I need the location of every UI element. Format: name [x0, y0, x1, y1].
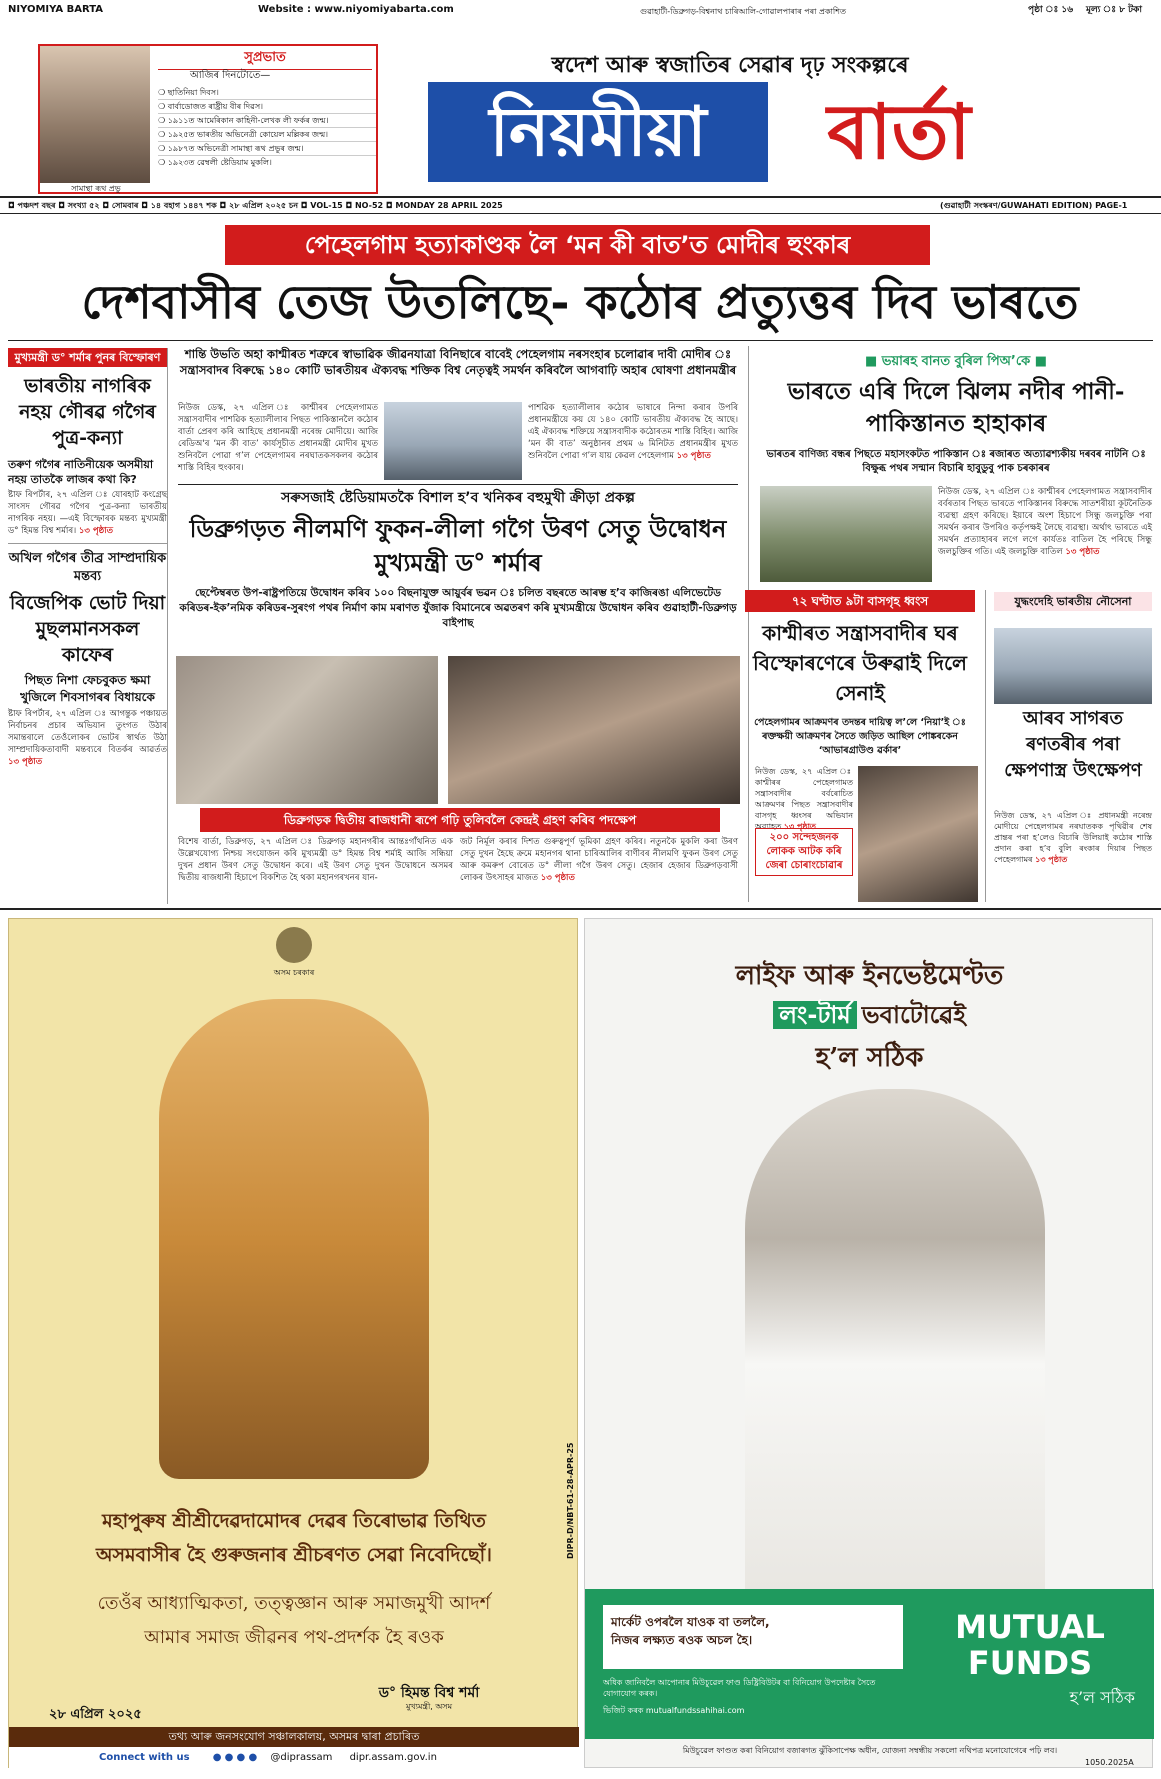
left-headline-1: ভাৰতীয় নাগৰিক নহয় গৌৰৱ গগৈৰ পুত্ৰ-কন্যা — [19, 375, 156, 449]
list-item-text: বাৰ্বাডোজত ৰাষ্ট্ৰীয় বীৰ দিৱস। — [167, 102, 263, 111]
saint-illustration — [159, 999, 429, 1479]
list-item: ❍ ১৯২৩ত ৱেম্বলী ষ্টেডিয়াম মুকলি। — [158, 158, 272, 167]
emblem-icon — [276, 927, 312, 963]
stadium-body-col2: জট নিৰ্মূল কৰাৰ দিশত গুৰুত্বপূৰ্ণ ভূমিকা গ্ৰহণ কৰিব। নতুনকৈ মুকলি কৰা উৰণ সেতু দুখন হৈছে ক্ৰমে মহানগৰ থানা চাৰিআলিৰ বাণীবৰ নীলমণি ফুকন উৰণ সেতু আৰু কমৰুপ বোৰেত ড° লীলা গগৈ উৰণ সেতু। হেজাৰ হেজাৰ ডিব্ৰুগড়বাসী লোকৰ উৎসাহৰ মাজত ১৩ পৃষ্ঠাত — [460, 837, 738, 883]
ad-line-1: মহাপুৰুষ শ্ৰীশ্ৰীদেৱদামোদৰ দেৱৰ তিৰোভাৱ তিথিত — [102, 1510, 486, 1532]
mf-website[interactable]: ভিজিট কৰক mutualfundssahihai.com — [603, 1706, 745, 1715]
lead-deck — [178, 346, 738, 378]
ad-line-2: অসমবাসীৰ হৈ গুৰুজনাৰ শ্ৰীচৰণত সেৱা নিবেদিছোঁ। — [96, 1544, 492, 1566]
list-item: ❍ বাৰ্বাডোজত ৰাষ্ট্ৰীয় বীৰ দিৱস। — [158, 100, 376, 114]
left-label: মুখ্যমন্ত্ৰী ড° শৰ্মাৰ পুনৰ বিস্ফোৰণ — [8, 348, 167, 367]
list-item-text: ছাতিনিয়া দিবস। — [167, 88, 219, 97]
left-body-2: ষ্টাফ ৰিপৰ্টাৰ, ২৭ এপ্ৰিল ঃ আগন্তুক পঞ্চায়ত নিৰ্বাচনৰ প্ৰচাৰ অভিযান তুংগত উঠাৰ সমান্তৰালে তেওঁলোকৰ ভোটৰ স্বাৰ্থত উঠা সাম্প্ৰদায়িকতাবাদী মন্তব্যৰে বিতৰ্কৰ আৱৰ্তত ১৩ পৃষ্ঠাত — [8, 709, 167, 767]
logo-right-block — [768, 82, 1030, 182]
stadium-body-col1: বিশেষ বাৰ্তা, ডিব্ৰুগড়, ২৭ এপ্ৰিল ঃ ডিব্ৰুগড় মহানগৰীৰ আন্তঃগাঁথনিত এক উল্লেখযোগ্য নিশ্চয় সংযোজন কৰি মুখ্যমন্ত্ৰী ড° হিমন্ত বিশ্ব শৰ্মাই আজি সন্ধিয়া দুখন প্ৰধান উৰণ সেতু উদ্বোধন কৰে। এই উৰণ সেতু দুখন উদ্বোধনে অসমৰ দ্বিতীয় ৰাজধানী হিচাপে বিকশিত হৈ থকা মহানগৰখনৰ যান- — [178, 837, 453, 883]
divider — [985, 590, 986, 902]
list-item: ❍ ১৯২৫ত ভাৰতীয় অভিনেত্ৰী কোয়েল মল্লিকৰ জন্ম। — [158, 128, 376, 142]
mf-brand-3: হ’ল সঠিক — [1069, 1688, 1135, 1707]
today-list — [158, 86, 376, 169]
editions-text: গুৱাহাটী-ডিব্ৰুগড়-বিশ্বনাথ চাৰিআলি-গোৱালপাৰাৰ পৰা প্ৰকাশিত — [640, 7, 846, 16]
today-title: আজিৰ দিনটোতে— — [190, 70, 271, 81]
stadium-headline: ডিব্ৰুগড়ত নীলমণি ফুকন-লীলা গগৈ উৰণ সেতু উদ্বোধন মুখ্যমন্ত্ৰী ড° শৰ্মাৰ — [189, 514, 727, 577]
logo-right-text: বাৰ্তা — [827, 87, 971, 176]
logo-left-block — [428, 82, 768, 182]
suprabhat-box — [38, 44, 378, 194]
left-column — [8, 348, 168, 904]
flyover-photo-1 — [176, 656, 438, 804]
navy-body: নিউজ ডেস্ক, ২৭ এপ্ৰিল ঃ প্ৰধানমন্ত্ৰী নৰেন্দ্ৰ মোদীয়ে পেহেলগামৰ নৰঘাতকক পৃথিৱীৰ শেষ প্ৰান্তৰ পৰা হ’লেও বিচাৰি উলিয়াই কঠোৰ শাস্তি প্ৰদান কৰা হ’ব বুলি ৰংকাৰ দিয়াৰ পিছত পেহেলগামৰ ১৩ পৃষ্ঠাত — [994, 811, 1152, 864]
list-item: ❍ ১৯১১ত আমেৰিকান কাহিনী-লেখক লী ফৰ্কৰ জন্ম। — [158, 114, 376, 128]
list-item-text: ১৯১১ত আমেৰিকান কাহিনী-লেখক লী ফৰ্কৰ জন্ম। — [167, 116, 329, 125]
jhelum-body: নিউজ ডেস্ক, ২৭ এপ্ৰিল ঃ কাশ্মীৰৰ পেহেলগামত সন্ত্ৰাসবাদীৰ বৰ্বৰতাৰ পিছত ভাৰতে পাকিস্তানৰ বিৰুদ্ধে সাতশৰীয়া কূটনৈতিক ব্যৱস্থা গ্ৰহণ কৰিছে। ইয়াৰে অংশ হিচাপে সিন্ধু জলচুক্তি পৰা সমৰ্থন কৰাৰ উপৰিও কৰ্তৃপক্ষই লৈছে ব্যৱস্থা। অৰ্থাৎ ভাৰতে এই সমৰ্থন প্ৰত্যাহাৰৰ লগে লগে কাৰ্যতঃ বাতিল হৈ পৰিছে সিন্ধু জলচুক্তিৰ গতি। এই জলচুক্তি বাতিল ১৩ পৃষ্ঠাত — [938, 487, 1152, 557]
divider — [178, 484, 738, 485]
brand-ambassador-photo — [745, 1089, 1045, 1589]
stadium-kicker: সৰুসজাই ষ্টেডিয়ামতকৈ বিশাল হ’ব খনিকৰ বহুমুখী ক্ৰীড়া প্ৰকল্প — [281, 490, 635, 506]
left-subhead-1: তৰুণ গগৈৰ নাতিনীয়েক অসমীয়া নহয় তাতকৈ লাজৰ কথা কি? — [8, 458, 154, 486]
mf-info: অধিক জানিবলৈ আপোনাৰ মিউচুৱেল ফাণ্ড ডিষ্ট্ৰিবিউটৰ বা বিনিয়োগ উপদেষ্টাৰ সৈতে যোগাযোগ কৰক। — [603, 1678, 876, 1698]
lead-banner: পেহেলগাম হত্যাকাণ্ডক লৈ ‘মন কী বাত’ত মোদীৰ হুংকাৰ — [225, 225, 930, 265]
mf-message-box — [603, 1605, 903, 1669]
social-handle[interactable]: @diprassam — [270, 1752, 333, 1763]
paper-name-label: NIYOMIYA BARTA — [8, 4, 104, 15]
ad-code: DIPR-D/NBT-61-28-APR-25 — [566, 1442, 575, 1559]
divider — [0, 213, 1161, 214]
lead-deck-text: শান্তি উভতি অহা কাশ্মীৰত শত্ৰুৰে স্বাভাৱিক জীৱনযাত্ৰা বিনিছাৰে বাবেই পেহেলগাম নৰসংহাৰ চলোৱাৰ দাবী মোদীৰ ঃ সন্ত্ৰাসবাদৰ বিৰুদ্ধে ১৪০ কোটি ভাৰতীয়ৰ ঐক্যবদ্ধ শক্তিক বিশ্ব নেতৃত্বই সমৰ্থন কৰিবলৈ আগবাঢ়ি অহাৰ ঘোষণা প্ৰধানমন্ত্ৰীৰ — [179, 347, 737, 377]
mf-brand-2: FUNDS — [967, 1644, 1093, 1682]
govt-ad — [8, 918, 578, 1768]
ad-line-3: তেওঁৰ আধ্যাত্মিকতা, তত্ত্বজ্ঞান আৰু সমাজমুখী আদৰ্শ — [97, 1593, 491, 1614]
ad-line-4: আমাৰ সমাজ জীৱনৰ পথ-প্ৰদৰ্শক হৈ ৰওক — [144, 1627, 444, 1648]
ad-signature: ড° হিমন্ত বিশ্ব শৰ্মা — [378, 1685, 480, 1701]
navy-kicker: যুদ্ধংদেহি ভাৰতীয় নৌসেনা — [994, 592, 1152, 611]
list-item-text: ১৯২৫ত ভাৰতীয় অভিনেত্ৰী কোয়েল মল্লিকৰ জন্ম। — [167, 130, 328, 139]
divider — [0, 908, 1161, 910]
suprabhat-title: সুপ্ৰভাত — [158, 48, 372, 70]
left-body-1: ষ্টাফ ৰিপৰ্টাৰ, ২৭ এপ্ৰিল ঃ যোৰহাট কংগ্ৰেছ সাংসদ গৌৰৱ গগৈৰ পুত্ৰ-কন্যা ভাৰতীয় নাগৰিক নহয়। —এই বিস্ফোৰক মন্তব্য মুখ্যমন্ত্ৰী ড° হিমন্ত বিশ্ব শৰ্মাৰ। ১৩ পৃষ্ঠাত — [8, 490, 167, 536]
jhelum-headline: ভাৰতে এৰি দিলে ঝিলম নদীৰ পানী-পাকিস্তানত হাহাকাৰ — [787, 378, 1125, 437]
website-text: Website : www.niyomiyabarta.com — [258, 4, 454, 15]
divider — [8, 543, 167, 544]
mutual-fund-ad — [584, 918, 1153, 1768]
mf-code: 1050.2025A — [1085, 1758, 1134, 1767]
mf-line-3: হ’ল সঠিক — [815, 1043, 924, 1073]
price: মূল্য ঃ ৮ টকা — [1086, 5, 1142, 15]
govt-label: অসম চৰকাৰ — [273, 968, 315, 977]
warship-photo — [994, 628, 1152, 704]
left-subhead-3: পিছত নিশা ফেচবুকত ক্ষমা খুজিলে শিবসাগৰৰ বিধায়কে — [20, 673, 155, 704]
mf-line-2b: ভবাটোৱেই — [861, 1000, 966, 1029]
modi-photo — [384, 402, 522, 480]
mf-highlight: লং-টাৰ্ম — [773, 1001, 857, 1029]
ad-social-bar — [9, 1747, 579, 1769]
demolition-photo — [858, 766, 978, 902]
lead-body-col1: নিউজ ডেস্ক, ২৭ এপ্ৰিল ঃ কাশ্মীৰৰ পেহেলগামত সন্ত্ৰাসবাদীৰ পাশৱিক হত্যালীলাৰ পিছত পাকিস্তানলৈ কঠোৰ বাৰ্তা প্ৰেৰণ কৰি আহিছে প্ৰধানমন্ত্ৰী নৰেন্দ্ৰ মোদীয়ে। আজি ৰেডিঅ'ৰ ‘মন কী বাত’ কাৰ্যসূচীত প্ৰধানমন্ত্ৰী মোদীৰ মুখত শুনিবলৈ পোৱা গ’ল পেহেলগামৰ নৰঘাতকসকলৰ কঠোৰ শাস্তি বিহিৰ হুংকাৰ। — [178, 403, 378, 473]
mf-message-1: মাৰ্কেট ওপৰলৈ যাওক বা তললৈ, — [611, 1615, 770, 1629]
mf-line-1: লাইফ আৰু ইনভেষ্টমেণ্টত — [735, 961, 1004, 991]
left-headline-2: বিজেপিক ভোট দিয়া মুছলমানসকল কাফেৰ — [9, 592, 166, 666]
logo-left-text: নিয়মীয়া — [489, 92, 707, 172]
mf-message-2: নিজৰ লক্ষ্যত ৰওক অচল হৈ। — [611, 1633, 753, 1647]
jhelum-kicker: ■ ভয়াৰহ বানত বুৰিল পিঅ’কে ■ — [864, 354, 1048, 369]
mf-brand-1: MUTUAL — [955, 1608, 1105, 1646]
flyover-photo-2 — [448, 656, 740, 804]
list-item: ❍ ছাতিনিয়া দিবস। — [158, 86, 376, 100]
lead-headline: দেশবাসীৰ তেজ উতলিছে- কঠোৰ প্ৰত্যুত্তৰ দিব ভাৰতে — [81, 275, 1079, 329]
kashmir-deck: পেহেলগামৰ আক্ৰমণৰ তদন্তৰ দায়িত্ব ল’লে ‘নিয়া’ই ঃ ৰক্তক্ষয়ী আক্ৰমণৰ সৈতে জড়িত আছিল পোঙ্কৰকেন ‘আভাৰগ্ৰাউণ্ড ৱৰ্কাৰ’ — [754, 717, 966, 756]
divider — [0, 196, 1161, 198]
jhelum-kicker-text: ভয়াৰহ বানত বুৰিল পিঅ’কে — [881, 354, 1031, 369]
divider — [8, 340, 1153, 341]
dateline: ◘ পঞ্চদশ বছৰ ◘ সংখ্যা ৫২ ◘ সোমবাৰ ◘ ১৪ বহাগ ১৪৪৭ শক ◘ ২৮ এপ্ৰিল ২০২৫ চন ◘ VOL-15 ◘ NO-52 ◘ MONDAY 28 APRIL 2025 — [8, 201, 503, 210]
ad-footer: তথ্য আৰু জনসংযোগ সঞ্চালকালয়, অসমৰ দ্বাৰা প্ৰচাৰিত — [9, 1727, 579, 1747]
navy-headline: আৰব সাগৰত ৰণতৰীৰ পৰা ক্ষেপণাস্ত্ৰ উৎক্ষেপণ — [1004, 708, 1142, 781]
celebrity-photo — [40, 46, 150, 183]
kashmir-box: ২০০ সন্দেহজনক লোকক আটক কৰি জেৰা চোৰাংচোৱাৰ — [755, 828, 853, 876]
kashmir-body: নিউজ ডেস্ক, ২৭ এপ্ৰিল ঃ কাশ্মীৰৰ পেহেলগামত সন্ত্ৰাসবাদীৰ বৰ্বৰোচিত আক্ৰমণৰ পিছত সন্ত্ৰাসবাদীৰ বাসগৃহ ধ্বংসৰ অভিযান অব্যাহত ১৩ পৃষ্ঠাত — [755, 767, 853, 831]
flood-photo — [760, 486, 932, 582]
kashmir-headline: কাশ্মীৰত সন্ত্ৰাসবাদীৰ ঘৰ বিস্ফোৰণেৰে উৰুৱাই দিলে সেনাই — [753, 621, 967, 705]
ad-date: ২৮ এপ্ৰিল ২০২৫ — [49, 1707, 142, 1722]
edition-label: (গুৱাহাটী সংস্কৰণ/GUWAHATI EDITION) PAGE-1 — [940, 201, 1128, 210]
lead-body-col2: পাশৱিক হত্যালীলাৰ কঠোৰ ভাষাৰে নিন্দা কৰাৰ উপৰি প্ৰধানমন্ত্ৰীয়ে কয় যে ১৪০ কোটি ভাৰতীয় ঐক্যবদ্ধ হৈ আছে। এই ঐক্যবদ্ধ শক্তিয়ে সন্ত্ৰাসবাদীক কঠোৰতম শাস্তি বিহিব। আজি ‘মন কী বাত’ অনুষ্ঠানৰ প্ৰথম ৬ মিনিটত প্ৰধানমন্ত্ৰীৰ মুখত শুনিবলৈ পোৱা গ’ল যায় কেৱল পেহেলগাম ১৩ পৃষ্ঠাত — [528, 403, 738, 461]
connect-label: Connect with us — [99, 1752, 190, 1763]
page-count: পৃষ্ঠা ঃ ১৬ — [1028, 5, 1074, 15]
list-item: ❍ ১৯৮৭ত অভিনেত্ৰী সামান্থা ৰূথ প্ৰভুৰ জন্ম। — [158, 142, 376, 156]
ad-designation: মুখ্যমন্ত্ৰী, অসম — [405, 1702, 453, 1711]
left-subhead-2: অখিল গগৈৰ তীব্ৰ সাম্প্ৰদায়িক মন্তব্য — [8, 551, 167, 584]
social-icons: ● ● ● ● — [212, 1752, 258, 1763]
tagline: স্বদেশ আৰু স্বজাতিৰ সেৱাৰ দৃঢ় সংকল্পৰে — [551, 52, 909, 78]
stadium-deck: ছেপ্টেম্বৰত উপ-ৰাষ্ট্ৰপতিয়ে উদ্বোধন কৰিব ১০০ বিছনাযুক্ত আয়ুৰ্বৰ ভৱন ঃ চলিত বছৰতে আৰম্ভ হ’ব কাজিৰঙা এলিভেটেড কৰিডৰ-ইক’নমিক কৰিডৰ-সুৰংগ পথৰ নিৰ্মাণ কাম মৰাণত যুঁজাক বিমানেৰে অৱতৰণ কৰি মুখ্যমন্ত্ৰীয়ে উদ্বোধন কৰিব গুৱাহাটী-ডিব্ৰুগড় বাইপাছ — [179, 587, 737, 629]
mf-green-panel — [585, 1589, 1154, 1739]
kashmir-banner: ৭২ ঘণ্টাত ৯টা বাসগৃহ ধ্বংস — [745, 590, 975, 612]
photo-caption: সামান্থা ৰূথ প্ৰভু — [71, 184, 121, 193]
list-item-text: ১৯৮৭ত অভিনেত্ৰী সামান্থা ৰূথ প্ৰভুৰ জন্ম। — [167, 144, 304, 153]
mf-line-2 — [585, 997, 1154, 1037]
stadium-banner: ডিব্ৰুগড়ক দ্বিতীয় ৰাজধানী ৰূপে গঢ়ি তুলিবলৈ কেন্দ্ৰই গ্ৰহণ কৰিব পদক্ষেপ — [200, 808, 720, 832]
jhelum-deck: ভাৰতৰ বাণিজ্য বন্ধৰ পিছতে মহাসংকটত পাকিস্তান ঃ ৰজাৰত অত্যাৱশ্যকীয় দৰবৰ নাটনি ঃ বিক্ষুব্ধ পথৰ সন্মান বিচাৰি হাবুডুবু পাক চৰকাৰৰ — [766, 449, 1146, 474]
social-site[interactable]: dipr.assam.gov.in — [349, 1752, 437, 1763]
list-item-text: ১৯২৩ত ৱেম্বলী ষ্টেডিয়াম মুকলি। — [167, 158, 272, 167]
mf-disclaimer: মিউচুৱেল ফাণ্ডত কৰা বিনিয়োগ বজাৰগত ঝুঁকিসাপেক্ষ অধীন, যোজনা সম্বন্ধীয় সকলো নথিপত্ৰ মনোযোগেৰে পঢ়ি লব। — [682, 1746, 1058, 1755]
